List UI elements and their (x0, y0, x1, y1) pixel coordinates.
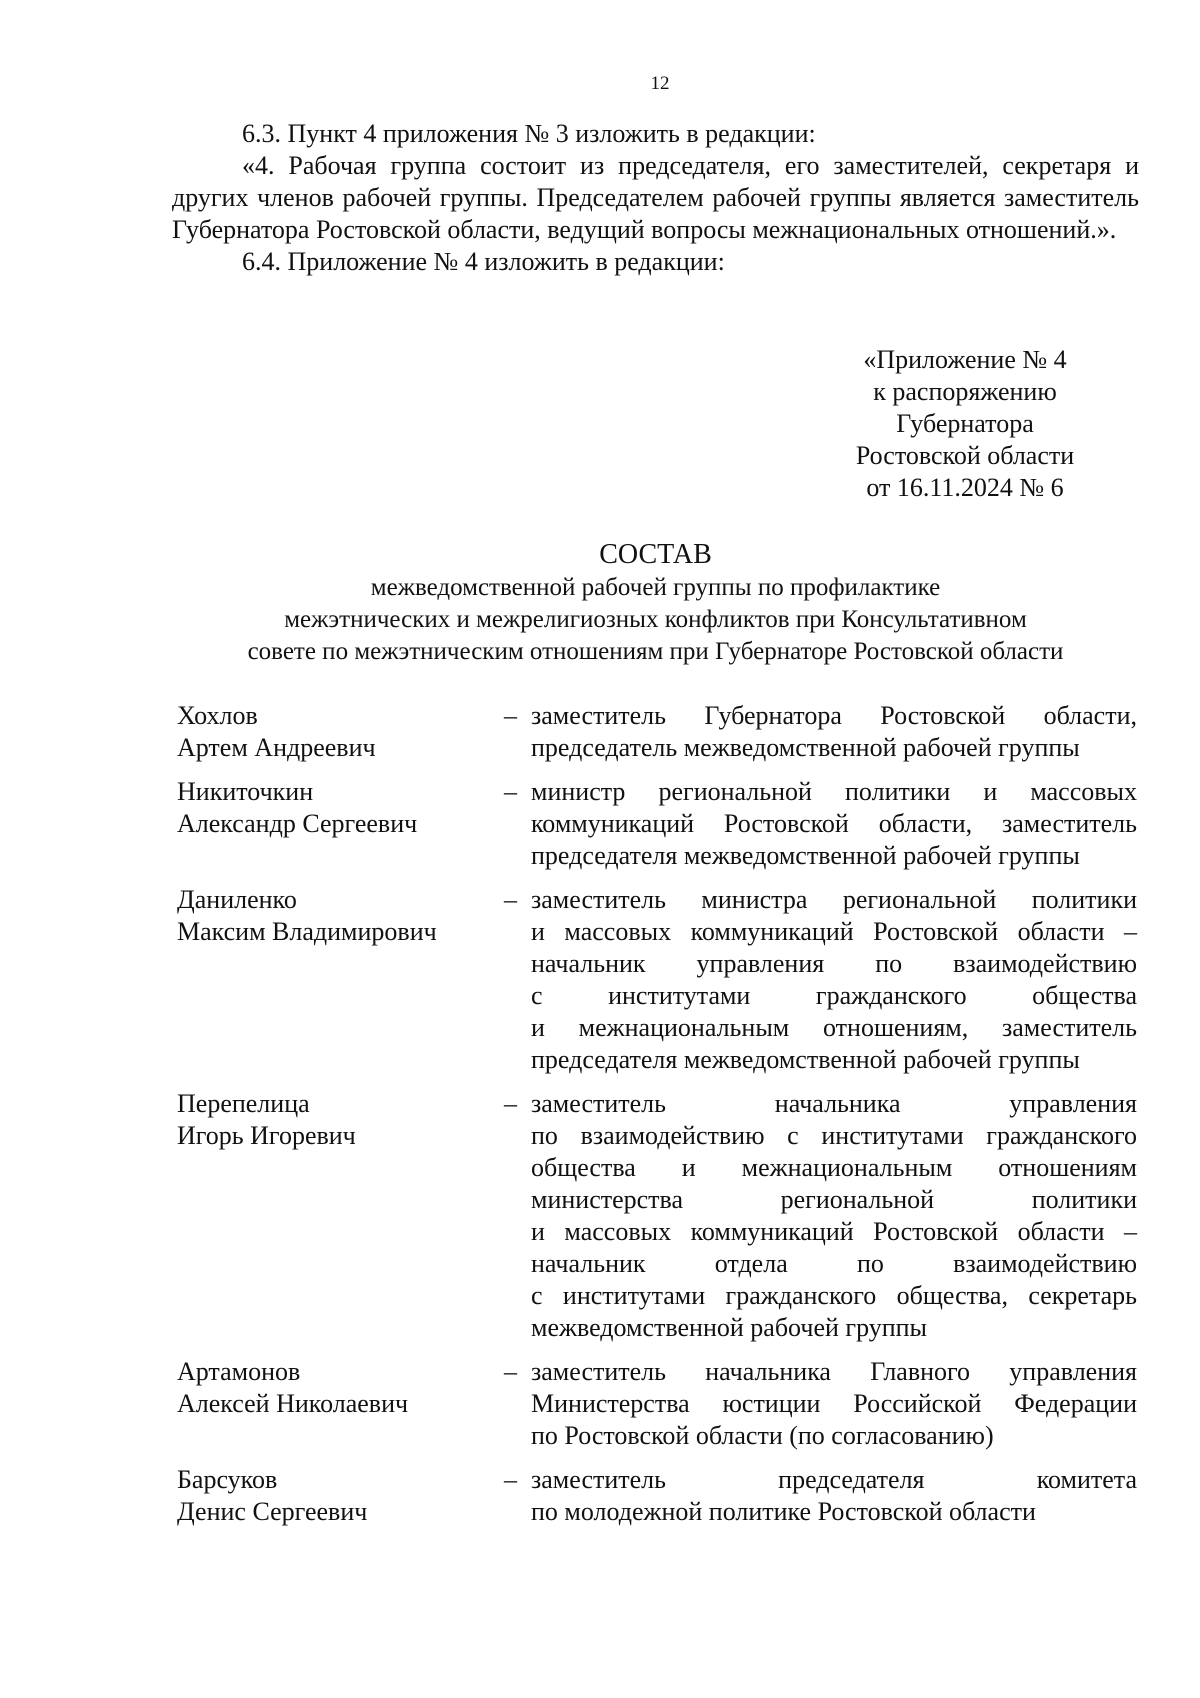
intro-paragraph-3: 6.4. Приложение № 4 изложить в редакции: (242, 247, 725, 276)
annex-line: «Приложение № 4 (863, 345, 1067, 374)
position-line: и массовых коммуникаций Ростовской области – (531, 1217, 1137, 1246)
dash-separator: – (504, 885, 517, 914)
member-given-name: Александр Сергеевич (177, 809, 418, 838)
position-line: заместитель начальника управления (531, 1089, 1137, 1118)
position-line: с институтами гражданского общества, секретарь (531, 1281, 1137, 1310)
position-line: Министерства юстиции Российской Федерации (531, 1389, 1137, 1418)
member-entry (177, 1464, 1137, 1528)
member-entry (177, 884, 1137, 1076)
member-name (177, 884, 504, 1076)
member-entry (177, 776, 1137, 872)
member-surname: Даниленко (177, 885, 297, 914)
member-name (177, 1088, 504, 1344)
member-surname: Хохлов (177, 701, 258, 730)
dash-separator: – (504, 777, 517, 806)
annex-line: к распоряжению (873, 377, 1057, 406)
position-line: начальник управления по взаимодействию (531, 949, 1137, 978)
member-surname: Никиточкин (177, 777, 314, 806)
position-line: и массовых коммуникаций Ростовской области – (531, 917, 1137, 946)
intro-paragraph-2: «4. Рабочая группа состоит из председателя, его заместителей, секретаря и других членов рабочей группы. Председателем рабочей группы является заместитель Губернатора Ростовской области, ведущий вопросы межнациональных отношений.». (172, 151, 1139, 244)
member-position (531, 884, 1137, 1076)
intro-section (172, 118, 1139, 278)
position-line: министерства региональной политики (531, 1185, 1137, 1214)
member-name (177, 700, 504, 764)
position-line: заместитель Губернатора Ростовской области, (531, 701, 1137, 730)
member-given-name: Денис Сергеевич (177, 1497, 368, 1526)
position-line: с институтами гражданского общества (531, 981, 1137, 1010)
annex-line: Ростовской области (855, 441, 1075, 470)
position-line: заместитель начальника Главного управления (531, 1357, 1137, 1386)
dash-separator: – (504, 701, 517, 730)
member-position (531, 1356, 1137, 1452)
dash-separator: – (504, 1465, 517, 1494)
page-number: 12 (650, 73, 670, 94)
position-line: по Ростовской области (по согласованию) (531, 1421, 994, 1450)
member-surname: Перепелица (177, 1089, 310, 1118)
member-surname: Барсуков (177, 1465, 278, 1494)
position-line: межведомственной рабочей группы (531, 1313, 928, 1342)
member-position (531, 1088, 1137, 1344)
member-given-name: Максим Владимирович (177, 917, 437, 946)
subtitle-line: межведомственной рабочей группы по профилактике (370, 574, 941, 601)
position-line: по взаимодействию с институтами гражданского (531, 1121, 1137, 1150)
member-entry (177, 1356, 1137, 1452)
position-line: председателя межведомственной рабочей группы (531, 1045, 1080, 1074)
position-line: заместитель председателя комитета (531, 1465, 1137, 1494)
dash-separator: – (504, 1089, 517, 1118)
member-given-name: Алексей Николаевич (177, 1389, 409, 1418)
position-line: по молодежной политике Ростовской области (531, 1497, 1036, 1526)
subtitle-line: совете по межэтническим отношениям при Губернаторе Ростовской области (247, 638, 1064, 665)
position-line: председатель межведомственной рабочей группы (531, 733, 1080, 762)
position-line: общества и межнациональным отношениям (531, 1153, 1137, 1182)
member-surname: Артамонов (177, 1357, 301, 1386)
member-position (531, 1464, 1137, 1528)
intro-paragraph-1: 6.3. Пункт 4 приложения № 3 изложить в редакции: (242, 119, 816, 148)
member-entry (177, 1088, 1137, 1344)
member-name (177, 776, 504, 872)
annex-line: Губернатора (896, 409, 1034, 438)
member-given-name: Артем Андреевич (177, 733, 376, 762)
position-line: начальник отдела по взаимодействию (531, 1249, 1137, 1278)
annex-line: от 16.11.2024 № 6 (866, 473, 1064, 502)
composition-heading: СОСТАВ (599, 539, 712, 570)
member-position (531, 700, 1137, 764)
members-list (177, 700, 1137, 1540)
position-line: заместитель министра региональной политики (531, 885, 1137, 914)
member-position (531, 776, 1137, 872)
member-given-name: Игорь Игоревич (177, 1121, 356, 1150)
position-line: и межнациональным отношениям, заместитель (531, 1013, 1137, 1042)
dash-separator: – (504, 1357, 517, 1386)
member-entry (177, 700, 1137, 764)
position-line: коммуникаций Ростовской области, заместитель (531, 809, 1137, 838)
member-name (177, 1356, 504, 1452)
member-name (177, 1464, 504, 1528)
annex-reference (840, 344, 1090, 504)
position-line: председателя межведомственной рабочей группы (531, 841, 1080, 870)
position-line: министр региональной политики и массовых (531, 777, 1137, 806)
subtitle-line: межэтнических и межрелигиозных конфликтов при Консультативном (284, 606, 1027, 633)
composition-title-block (172, 538, 1139, 668)
composition-subtitle (172, 572, 1139, 668)
